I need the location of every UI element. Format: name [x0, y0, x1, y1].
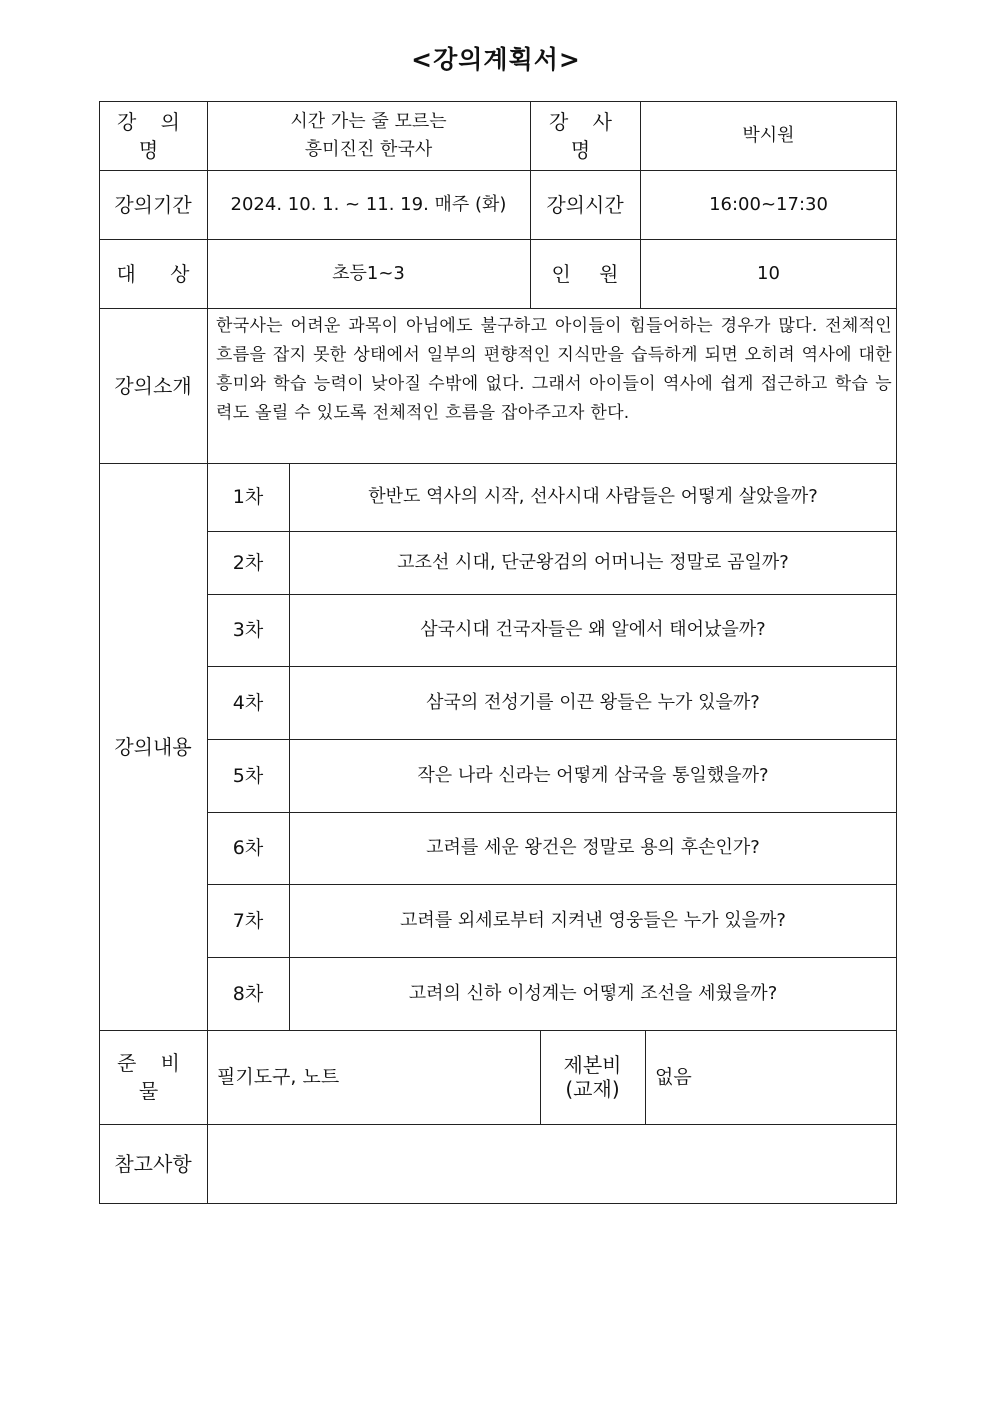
target-label: 대 상	[116, 261, 190, 286]
headcount-label: 인 원	[551, 261, 619, 286]
binding-fee-label-line2: (교재)	[565, 1077, 620, 1101]
time-label: 강의시간	[546, 192, 624, 217]
intro-label: 강의소개	[114, 373, 192, 398]
session-topic: 고려를 외세로부터 지켜낸 영웅들은 누가 있을까?	[400, 909, 786, 931]
course-name-label: 강 의 명	[117, 109, 189, 162]
course-name-line1: 시간 가는 줄 모르는	[290, 110, 447, 132]
notes-label: 참고사항	[114, 1152, 192, 1176]
session-number: 5차	[232, 764, 264, 787]
time-value: 16:00~17:30	[709, 193, 828, 215]
instructor-value: 박시원	[742, 124, 795, 146]
notes-value	[207, 1124, 897, 1204]
session-number: 4차	[232, 691, 264, 714]
course-name-value	[207, 101, 530, 170]
binding-fee-value: 없음	[655, 1066, 692, 1088]
session-number: 6차	[232, 837, 264, 859]
session-topic: 한반도 역사의 시작, 선사시대 사람들은 어떻게 살았을까?	[368, 486, 818, 507]
headcount-value: 10	[757, 262, 780, 284]
materials-label: 준 비 물	[117, 1051, 189, 1103]
session-topic: 고조선 시대, 단군왕검의 어머니는 정말로 곰일까?	[397, 551, 789, 573]
session-topic: 작은 나라 신라는 어떻게 삼국을 통일했을까?	[417, 764, 769, 786]
instructor-label: 강 사 명	[549, 109, 621, 162]
period-value: 2024. 10. 1. ~ 11. 19. 매주 (화)	[230, 193, 507, 215]
session-number: 1차	[232, 486, 264, 508]
session-topic: 고려를 세운 왕건은 정말로 용의 후손인가?	[426, 837, 760, 858]
page-title: <강의계획서>	[411, 45, 581, 74]
binding-fee-label-line1: 제본비	[563, 1053, 622, 1077]
session-number: 7차	[232, 909, 264, 932]
content-label: 강의내용	[114, 734, 192, 759]
session-number: 2차	[232, 551, 264, 574]
session-number: 3차	[232, 619, 264, 641]
session-topic: 고려의 신하 이성계는 어떻게 조선을 세웠을까?	[408, 982, 778, 1004]
session-number: 8차	[232, 982, 264, 1005]
target-value: 초등1~3	[332, 262, 405, 284]
period-label: 강의기간	[114, 192, 192, 217]
intro-text: 한국사는 어려운 과목이 아님에도 불구하고 아이들이 힘들어하는 경우가 많다. 전체적인 흐름을 잡지 못한 상태에서 일부의 편향적인 지식만을 습득하게 되면 오히려 역사에 대한 흥미와 학습 능력이 낮아질 수밖에 없다. 그래서 아이들이 역사에 쉽게 접근하고 학습 능력도 올릴 수 있도록 전체적인 흐름을 잡아주고자 한다.	[216, 316, 892, 423]
session-topic: 삼국의 전성기를 이끈 왕들은 누가 있을까?	[426, 691, 760, 713]
session-topic: 삼국시대 건국자들은 왜 알에서 태어났을까?	[420, 619, 766, 640]
course-name-line2: 흥미진진 한국사	[304, 138, 433, 160]
binding-fee-label	[540, 1030, 645, 1124]
materials-value: 필기도구, 노트	[217, 1066, 340, 1088]
